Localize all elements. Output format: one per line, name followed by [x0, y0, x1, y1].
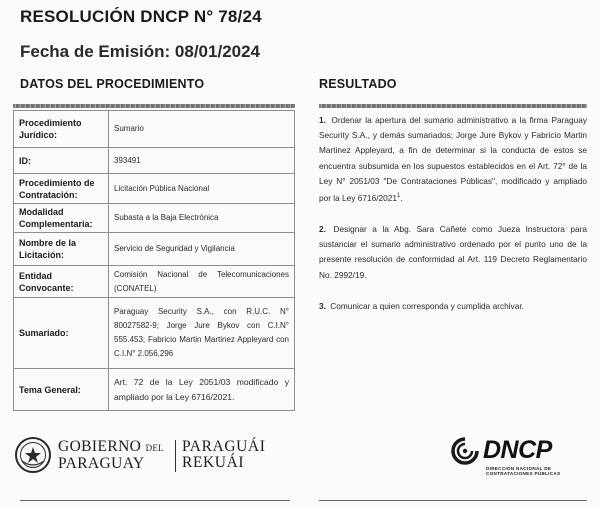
row-label: ID:	[14, 148, 109, 174]
del-word: DEL	[145, 443, 164, 453]
row-label: Procedimiento de Contratación:	[14, 174, 109, 204]
row-label: Procedimiento Jurídico:	[14, 111, 109, 148]
logo-divider	[175, 440, 176, 472]
government-logo	[14, 436, 266, 476]
issue-date: Fecha de Emisión: 08/01/2024	[20, 42, 261, 61]
footnote-marker: 1	[396, 193, 401, 200]
result-item-end: .	[400, 192, 403, 203]
result-list	[319, 113, 587, 330]
resolution-title: RESOLUCIÓN DNCP N° 78/24	[20, 7, 262, 26]
result-item	[319, 222, 587, 283]
result-item-number: 2.	[319, 223, 326, 234]
national-seal-icon	[14, 436, 52, 474]
result-item	[319, 113, 587, 206]
row-value: Licitación Pública Nacional	[109, 174, 295, 204]
row-value: Sumario	[109, 111, 295, 148]
dncp-subtitle	[486, 466, 560, 477]
row-value: 393491	[109, 148, 295, 174]
gobierno-word: GOBIERNO	[58, 438, 142, 455]
table-row	[14, 369, 295, 411]
row-value: Art. 72 de la Ley 2051/03 modificado y ampliado por la Ley 6716/2021.	[109, 369, 295, 411]
rekuai-word: REKUÁI	[182, 454, 245, 471]
row-label: Nombre de la Licitación:	[14, 233, 109, 266]
result-item-number: 1.	[319, 115, 326, 125]
table-row	[14, 111, 295, 148]
procedure-table	[13, 110, 295, 411]
footer-rule-left	[20, 500, 290, 501]
table-row	[14, 298, 295, 369]
result-divider	[319, 104, 587, 108]
result-item-text: Ordenar la apertura del sumario administrativo a la firma Paraguay Security S.A., y demás sumariados; Jorge Jure Bykov y Fabricio Martin Martinez Appleyard, a fin de determinar si la conducta de estos se encuentra subsumida en los supuestos establecidos en el Art. 72° de la Ley N° 2051/03 "De Contrataciones Públicas", modificado y ampliado por la Ley 6716/2021	[319, 115, 587, 203]
paraguai-rekuai-text	[182, 439, 265, 471]
paraguai-word: PARAGUÁI	[182, 438, 266, 455]
table-row	[14, 233, 295, 266]
gobierno-paraguay-text	[58, 439, 164, 472]
dncp-subtitle-line1: DIRECCIÓN NACIONAL DE	[486, 466, 552, 471]
dncp-emblem-icon	[448, 436, 482, 466]
row-value: Comisión Nacional de Telecomunicaciones (CONATEL)	[109, 266, 295, 298]
procedure-divider	[13, 104, 295, 108]
row-value: Servicio de Seguridad y Vigilancia	[109, 233, 295, 266]
dncp-wordmark: DNCP	[483, 436, 552, 464]
table-row	[14, 204, 295, 233]
result-item-text: Designar a la Abg. Sara Cañete como Jueza Instructora para sustanciar el sumario administrativo ordenado por el punto uno de la presente resolución de conformidad al Art. 119 Decreto Reglamentario No. 2992/19.	[319, 223, 587, 280]
result-item	[319, 299, 587, 314]
dncp-logo	[448, 436, 588, 480]
result-item-text: Comunicar a quien corresponda y cumplida archivar.	[330, 300, 524, 311]
row-label: Entidad Convocante:	[14, 266, 109, 298]
procedure-heading: DATOS DEL PROCEDIMIENTO	[20, 77, 205, 91]
footer-rule-right	[319, 500, 587, 501]
row-label: Modalidad Complementaria:	[14, 204, 109, 233]
result-heading: RESULTADO	[319, 77, 397, 91]
dncp-subtitle-line2: CONTRATACIONES PÚBLICAS	[486, 471, 561, 477]
row-value: Paraguay Security S.A., con R.U.C. N° 80027582-9; Jorge Jure Bykov con C.I.N° 555.453; Fabricio Martin Martinez Appleyard con C.I.N° 2.056.296	[109, 298, 295, 369]
paraguay-word: PARAGUAY	[58, 455, 145, 472]
row-label: Sumariado:	[14, 298, 109, 369]
table-row	[14, 174, 295, 204]
row-label: Tema General:	[14, 369, 109, 411]
result-item-number: 3.	[319, 300, 326, 311]
row-value: Subasta a la Baja Electrónica	[109, 204, 295, 233]
table-row	[14, 266, 295, 298]
table-row	[14, 148, 295, 174]
